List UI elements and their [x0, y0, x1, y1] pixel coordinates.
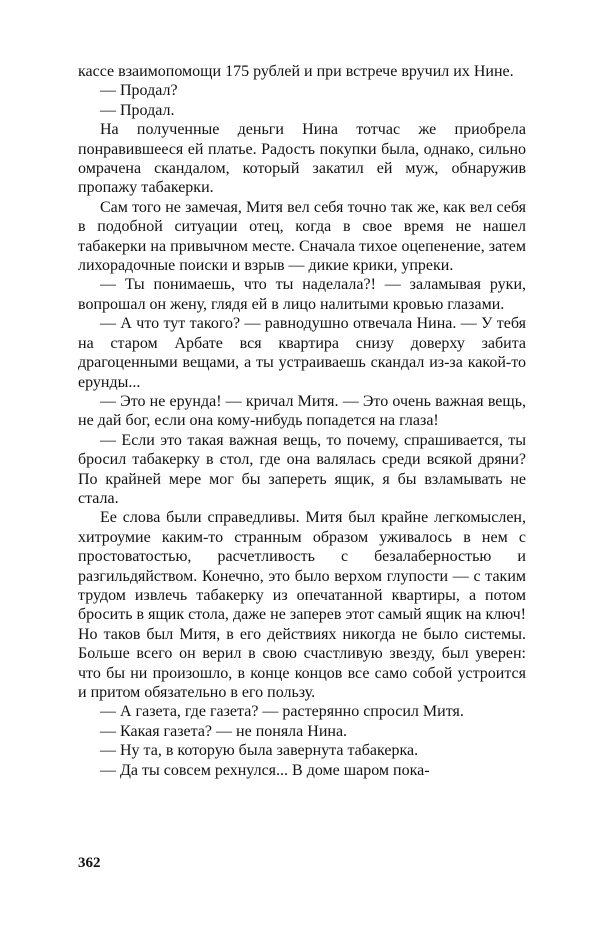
paragraph-continuation: кассе взаимопомощи 175 рублей и при встрече вручил их Нине.: [78, 63, 514, 80]
paragraph: Сам того не замечая, Митя вел себя точно так же, как вел себя в подобной ситуации отец, когда в свое время не нашел табакерки на привычном месте. Сначала тихое оцепенение, затем лихорадочные поиски и взрыв — дикие крики, упреки.: [78, 198, 526, 275]
paragraph-dialogue: — Продал.: [100, 101, 175, 119]
paragraph-dialogue: — Какая газета? — не поняла Нина.: [100, 722, 348, 740]
paragraph-dialogue: — А что тут такого? — равнодушно отвечала Нина. — У тебя на старом Арбате вся квартира снизу доверху забита драгоценными вещами, а ты устраиваешь скандал из-за какой-то ерунды...: [78, 315, 526, 391]
paragraph-dialogue: — А газета, где газета? — растерянно спросил Митя.: [100, 703, 464, 721]
paragraph: Ее слова были справедливы. Митя был крайне легкомыслен, хитроумие каким-то странным образом уживалось в нем с простоватостью, расчетливость с безалаберностью и разгильдяйством. Конечно, это было верхом глупости — с таким трудом извлечь табакерку из опечатанной квартиры, а потом бросить в ящик стола, даже не заперев этот самый ящик на ключ! Но таков был Митя, в его действиях никогда не было системы. Больше всего он верил в свою счастливую звезду, был уверен: что бы ни произошло, в конце концов все само собой устроится и притом обязательно в его пользу.: [78, 509, 526, 701]
paragraph-dialogue: — Да ты совсем рехнулся... В доме шаром пока-: [100, 761, 430, 779]
paragraph-dialogue: — Продал?: [100, 82, 178, 100]
page-text: [78, 62, 526, 780]
paragraph: На полученные деньги Нина тотчас же приобрела понравившееся ей платье. Радость покупки была, однако, сильно омрачена скандалом, который закатил ей муж, обнаружив пропажу табакерки.: [78, 121, 526, 197]
paragraph-dialogue: — Это не ерунда! — кричал Митя. — Это очень важная вещь, не дай бог, если она кому-нибудь попадется на глаза!: [78, 392, 526, 430]
paragraph-dialogue: — Если это такая важная вещь, то почему, спрашивается, ты бросил табакерку в стол, где она валялась среди всякой дряни? По крайней мере мог бы запереть ящик, я бы взламывать не стала.: [78, 431, 526, 507]
page-number: 362: [78, 855, 101, 871]
paragraph-dialogue: — Ты понимаешь, что ты наделала?! — заламывая руки, вопрошал он жену, глядя ей в лицо налитыми кровью глазами.: [78, 276, 526, 313]
paragraph-dialogue: — Ну та, в которую была завернута табакерка.: [100, 742, 419, 760]
